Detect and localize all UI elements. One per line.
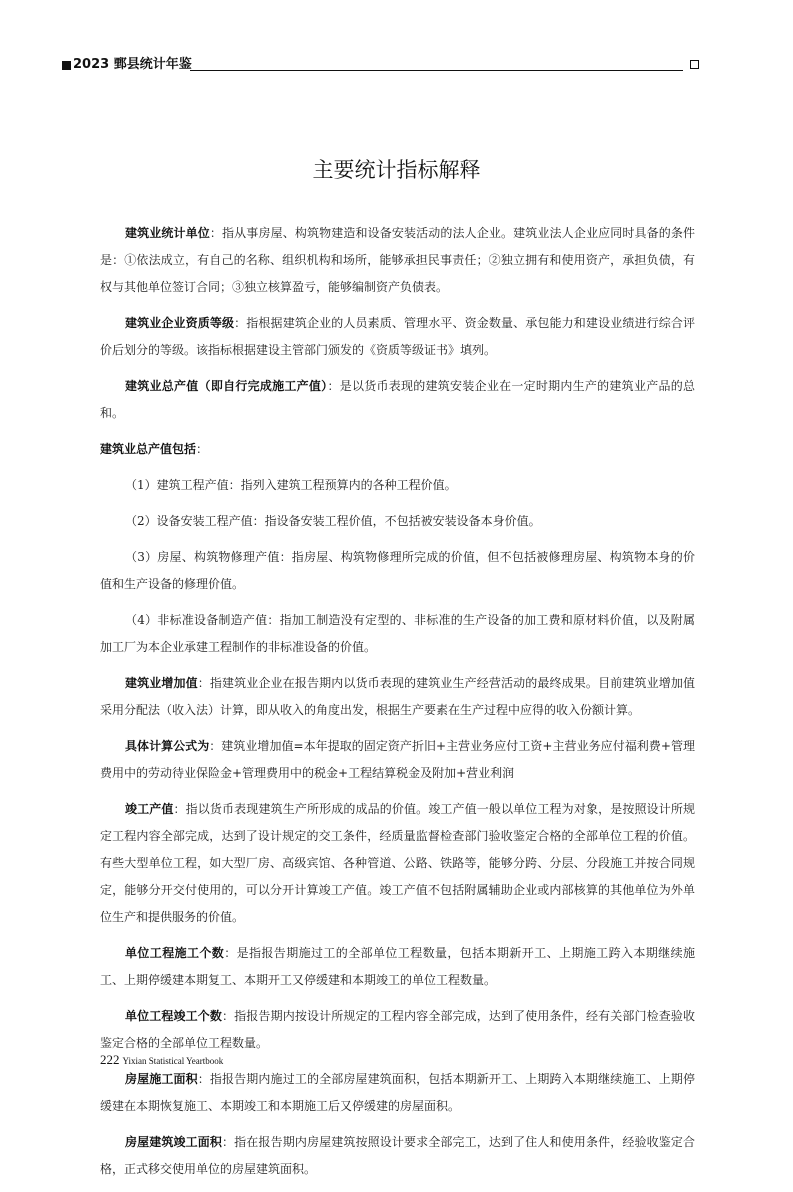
paragraph-text: ：是以货币表现的建筑安装企业在一定时期内生产的建筑业产品的总和。: [100, 379, 695, 420]
paragraph-text: （1）建筑工程产值：指列入建筑工程预算内的各种工程价值。: [125, 478, 457, 492]
term-label: 建筑业统计单位: [125, 226, 210, 240]
paragraph-text: （2）设备安装工程产值：指设备安装工程价值，不包括被安装设备本身价值。: [125, 514, 541, 528]
term-label: 建筑业总产值包括: [100, 442, 197, 456]
header-title: 2023 鄄县统计年鉴: [73, 57, 192, 72]
term-label: 建筑业增加值: [125, 676, 198, 690]
term-label: 建筑业总产值（即自行完成施工产值）: [125, 379, 328, 393]
paragraph-text: ：: [196, 442, 209, 456]
paragraph-text: （4）非标准设备制造产值：指加工制造没有定型的、非标准的生产设备的加工费和原材料价值，以及附属加工厂为本企业承建工程制作的非标准设备的价值。: [100, 613, 695, 654]
paragraph-item-4: [100, 607, 695, 661]
running-header: [62, 55, 699, 75]
document-body: [100, 220, 695, 1192]
paragraph-text: ：指根据建筑企业的人员素质、管理水平、资金数量、承包能力和建设业绩进行综合评价后划分的等级。该指标根据建设主管部门颁发的《资质等级证书》填列。: [100, 316, 695, 357]
page-number: 222: [100, 1052, 120, 1067]
paragraph-item-2: [100, 508, 695, 535]
paragraph-text: ：指在报告期内房屋建筑按照设计要求全部完工，达到了住人和使用条件，经验收鉴定合格，正式移交使用单位的房屋建筑面积。: [100, 1135, 695, 1176]
paragraph-text: （3）房屋、构筑物修理产值：指房屋、构筑物修理所完成的价值，但不包括被修理房屋、构筑物本身的价值和生产设备的修理价值。: [100, 550, 695, 591]
paragraph-text: ：指建筑业企业在报告期内以货币表现的建筑业生产经营活动的最终成果。目前建筑业增加值采用分配法（收入法）计算，即从收入的角度出发，根据生产要素在生产过程中应得的收入份额计算。: [100, 676, 695, 717]
header-box-mark: [690, 60, 699, 69]
paragraph-qualification-grade: [100, 310, 695, 364]
term-label: 单位工程施工个数: [125, 946, 225, 960]
paragraph-completed-output: [100, 796, 695, 931]
term-label: 竣工产值: [125, 802, 174, 816]
paragraph-text: ：指报告期内施过工的全部房屋建筑面积，包括本期新开工、上期跨入本期继续施工、上期停缓建在本期恢复施工、本期竣工和本期施工后又停缓建的房屋面积。: [100, 1072, 695, 1113]
term-label: 单位工程竣工个数: [125, 1009, 223, 1023]
paragraph-floor-space-completed: [100, 1129, 695, 1183]
paragraph-floor-space-under-construction: [100, 1066, 695, 1120]
term-label: 房屋建筑竣工面积: [125, 1135, 223, 1149]
header-square-mark: [62, 61, 71, 70]
term-label: 具体计算公式为: [125, 739, 210, 753]
paragraph-text: ：是指报告期施过工的全部单位工程数量，包括本期新开工、上期施工跨入本期继续施工、上期停缓建本期复工、本期开工又停缓建和本期竣工的单位工程数量。: [100, 946, 695, 987]
paragraph-item-1: [100, 472, 695, 499]
paragraph-value-added: [100, 670, 695, 724]
paragraph-text: ：指以货币表现建筑生产所形成的成品的价值。竣工产值一般以单位工程为对象，是按照设计所规定工程内容全部完成，达到了设计规定的交工条件，经质量监督检查部门验收鉴定合格的全部单位工程的价值。有些大型单位工程，如大型厂房、高级宾馆、各种管道、公路、铁路等，能够分跨、分层、分段施工并按合同规定，能够分开交付使用的，可以分开计算竣工产值。竣工产值不包括附属辅助企业或内部核算的其他单位为外单位生产和提供服务的价值。: [100, 802, 695, 924]
paragraph-construction-unit: [100, 220, 695, 301]
page-title: 主要统计指标解释: [312, 158, 481, 182]
paragraph-text: ：指从事房屋、构筑物建造和设备安装活动的法人企业。建筑业法人企业应同时具备的条件是：①依法成立，有自己的名称、组织机构和场所，能够承担民事责任；②独立拥有和使用资产，承担负债，有权与其他单位签订合同；③独立核算盈亏，能够编制资产负债表。: [100, 226, 695, 294]
paragraph-projects-under-construction: [100, 940, 695, 994]
paragraph-total-output: [100, 373, 695, 427]
paragraph-item-3: [100, 544, 695, 598]
paragraph-output-includes: [100, 436, 695, 463]
paragraph-formula: [100, 733, 695, 787]
page-footer: [100, 1049, 223, 1068]
header-rule: [190, 70, 683, 71]
yearbook-name: Yixian Statistical Yeartbook: [122, 1056, 224, 1066]
paragraph-text: ：建筑业增加值=本年提取的固定资产折旧+主营业务应付工资+主营业务应付福利费+管理费用中的劳动待业保险金+管理费用中的税金+工程结算税金及附加+营业利润: [100, 739, 695, 780]
term-label: 建筑业企业资质等级: [125, 316, 235, 330]
paragraph-text: ：指报告期内按设计所规定的工程内容全部完成，达到了使用条件，经有关部门检查验收鉴定合格的全部单位工程数量。: [100, 1009, 695, 1050]
term-label: 房屋施工面积: [125, 1072, 198, 1086]
